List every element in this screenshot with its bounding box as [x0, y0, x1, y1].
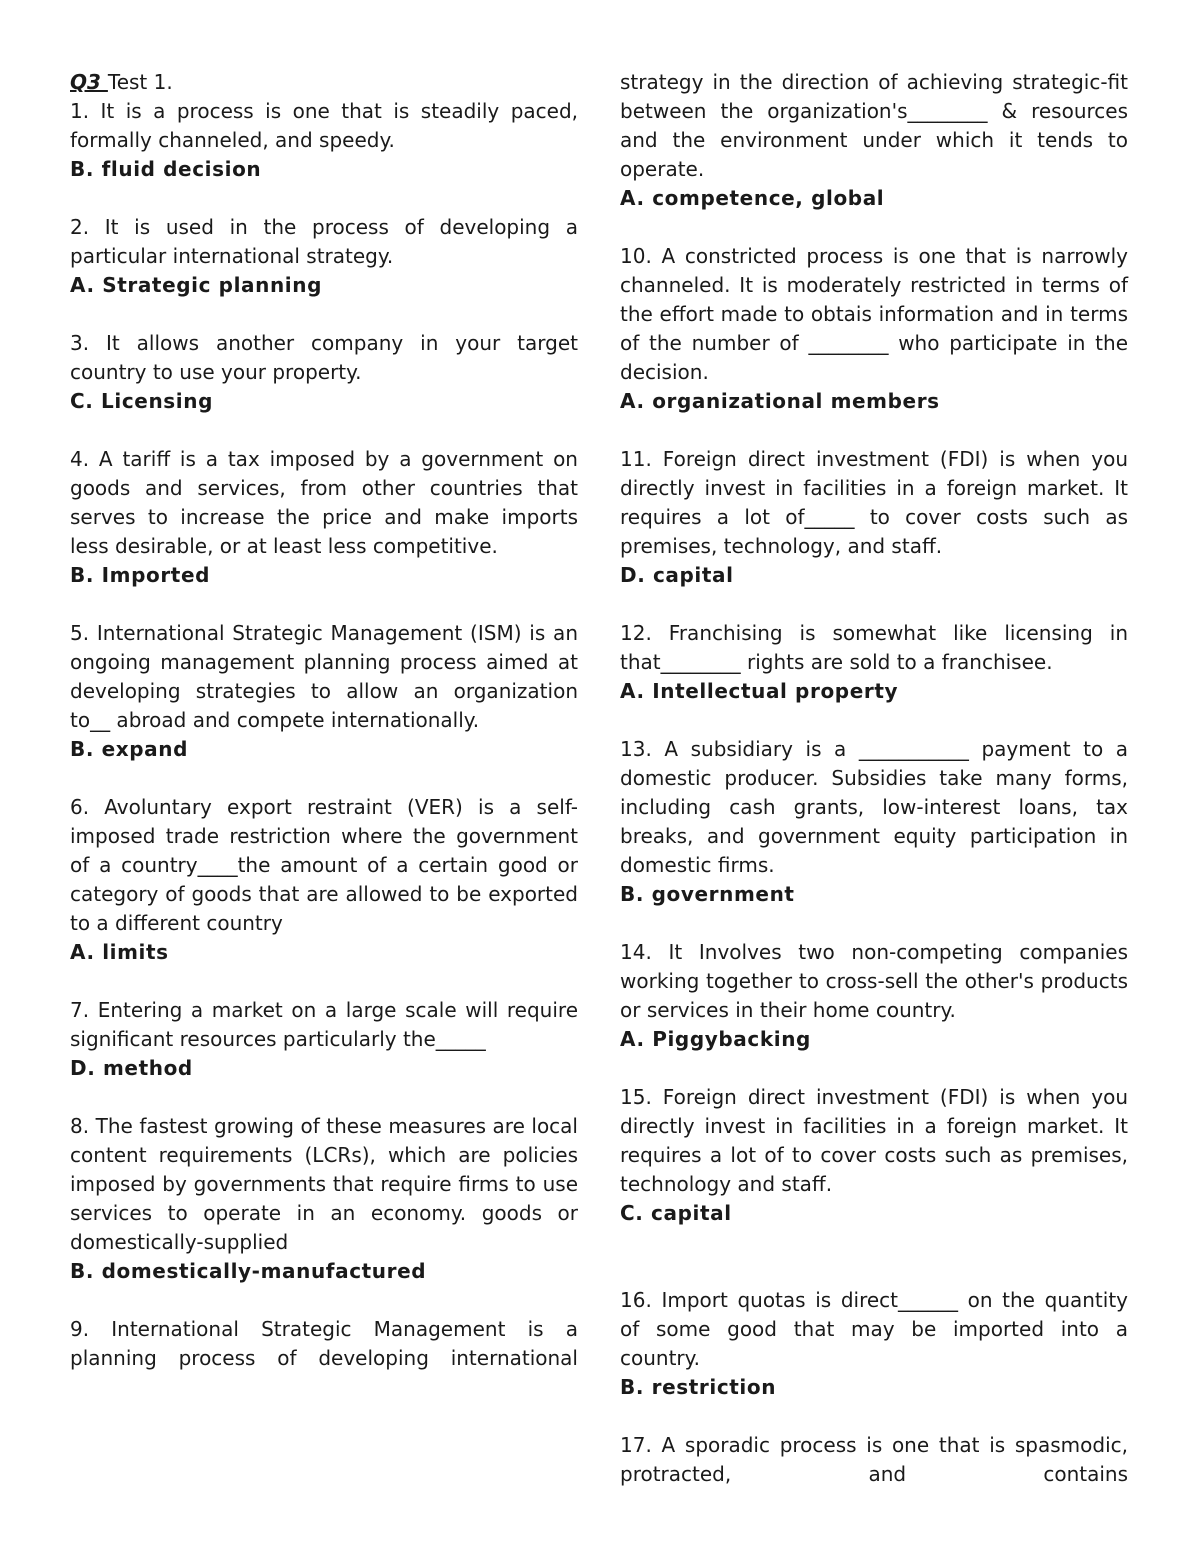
question-11: 11. Foreign direct investment (FDI) is when you directly invest in facilities in a foreign market. It requires a lot of_____ to cover costs such as premises, technology, and staff. — [620, 447, 1128, 558]
right-column — [620, 68, 1128, 1489]
question-9-continued: strategy in the direction of achieving strategic-fit between the organization's________ & resources and the environment under which it tends to operate. — [620, 70, 1128, 181]
question-17: 17. A sporadic process is one that is spasmodic, protracted, and contains — [620, 1433, 1128, 1486]
answer-10: A. organizational members — [620, 389, 940, 413]
answer-16: B. restriction — [620, 1375, 777, 1399]
answer-7: D. method — [70, 1056, 193, 1080]
answer-12: A. Intellectual property — [620, 679, 899, 703]
question-5: 5. International Strategic Management (ISM) is an ongoing management planning process aimed at developing strategies to allow an organization to__ abroad and compete internationally. — [70, 621, 578, 732]
quarter-label: Q3 — [70, 70, 108, 94]
answer-11: D. capital — [620, 563, 734, 587]
question-4: 4. A tariff is a tax imposed by a government on goods and services, from other countries that serves to increase the price and make imports less desirable, or at least less competitive. — [70, 447, 578, 558]
question-16: 16. Import quotas is direct______ on the quantity of some good that may be imported into a country. — [620, 1288, 1128, 1370]
question-15: 15. Foreign direct investment (FDI) is when you directly invest in facilities in a foreign market. It requires a lot of to cover costs such as premises, technology and staff. — [620, 1085, 1128, 1196]
question-13: 13. A subsidiary is a ___________ payment to a domestic producer. Subsidies take many forms, including cash grants, low-interest loans, tax breaks, and government equity participation in domestic firms. — [620, 737, 1128, 877]
answer-2: A. Strategic planning — [70, 273, 323, 297]
answer-15: C. capital — [620, 1201, 732, 1225]
answer-14: A. Piggybacking — [620, 1027, 811, 1051]
question-6: 6. Avoluntary export restraint (VER) is a self-imposed trade restriction where the government of a country____the amount of a certain good or category of goods that are allowed to be exported to a different country — [70, 795, 578, 935]
question-2: 2. It is used in the process of developing a particular international strategy. — [70, 215, 578, 268]
answer-1: B. fluid decision — [70, 157, 262, 181]
answer-3: C. Licensing — [70, 389, 214, 413]
question-3: 3. It allows another company in your target country to use your property. — [70, 331, 578, 384]
answer-13: B. government — [620, 882, 795, 906]
left-column — [70, 68, 578, 1373]
answer-5: B. expand — [70, 737, 189, 761]
question-7: 7. Entering a market on a large scale will require significant resources particularly the_____ — [70, 998, 578, 1051]
test-title: Test 1. — [107, 70, 173, 94]
answer-6: A. limits — [70, 940, 169, 964]
answer-4: B. Imported — [70, 563, 211, 587]
question-8: 8. The fastest growing of these measures are local content requirements (LCRs), which are policies imposed by governments that require firms to use services to operate in an economy. goods or domestically-supplied — [70, 1114, 578, 1254]
question-12: 12. Franchising is somewhat like licensing in that________ rights are sold to a franchisee. — [620, 621, 1128, 674]
answer-9: A. competence, global — [620, 186, 885, 210]
test-heading — [70, 68, 578, 97]
answer-8: B. domestically-manufactured — [70, 1259, 427, 1283]
question-1: 1. It is a process is one that is steadily paced, formally channeled, and speedy. — [70, 99, 578, 152]
question-14: 14. It Involves two non-competing companies working together to cross-sell the other's products or services in their home country. — [620, 940, 1128, 1022]
question-10: 10. A constricted process is one that is narrowly channeled. It is moderately restricted in terms of the effort made to obtais information and in terms of the number of ________ who participate in the decision. — [620, 244, 1128, 384]
question-9: 9. International Strategic Management is a planning process of developing international — [70, 1317, 578, 1370]
